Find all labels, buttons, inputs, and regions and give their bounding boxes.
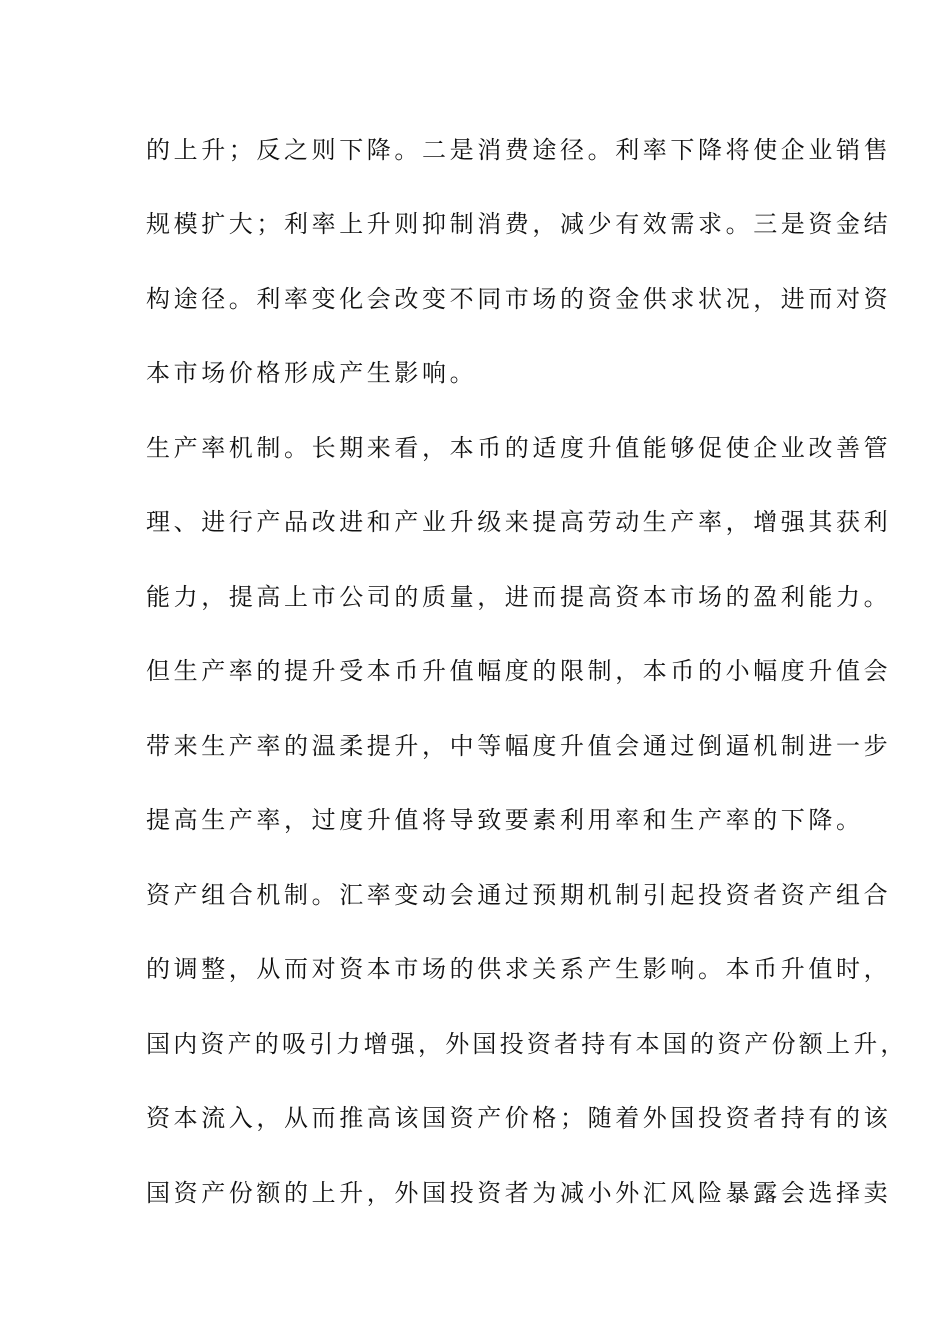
text-line: 规模扩大；利率上升则抑制消费，减少有效需求。三是资金结 <box>146 210 892 238</box>
text-line: 构途径。利率变化会改变不同市场的资金供求状况，进而对资 <box>146 285 892 313</box>
text-line: 理、进行产品改进和产业升级来提高劳动生产率，增强其获利 <box>146 508 892 536</box>
text-line: 资本流入，从而推高该国资产价格；随着外国投资者持有的该 <box>146 1104 892 1132</box>
text-line: 提高生产率，过度升值将导致要素利用率和生产率的下降。 <box>146 806 864 834</box>
text-line: 国资产份额的上升，外国投资者为减小外汇风险暴露会选择卖 <box>146 1179 892 1207</box>
text-line: 本市场价格形成产生影响。 <box>146 359 478 387</box>
text-line: 带来生产率的温柔提升，中等幅度升值会通过倒逼机制进一步 <box>146 732 892 760</box>
text-line: 的上升；反之则下降。二是消费途径。利率下降将使企业销售 <box>146 136 892 164</box>
text-line: 能力，提高上市公司的质量，进而提高资本市场的盈利能力。 <box>146 583 892 611</box>
text-line: 资产组合机制。汇率变动会通过预期机制引起投资者资产组合 <box>146 881 892 909</box>
text-line: 但生产率的提升受本币升值幅度的限制，本币的小幅度升值会 <box>146 657 892 685</box>
text-line: 国内资产的吸引力增强，外国投资者持有本国的资产份额上升， <box>146 1030 908 1058</box>
text-line: 的调整，从而对资本市场的供求关系产生影响。本币升值时， <box>146 955 892 983</box>
text-line: 生产率机制。长期来看，本币的适度升值能够促使企业改善管 <box>146 434 892 462</box>
